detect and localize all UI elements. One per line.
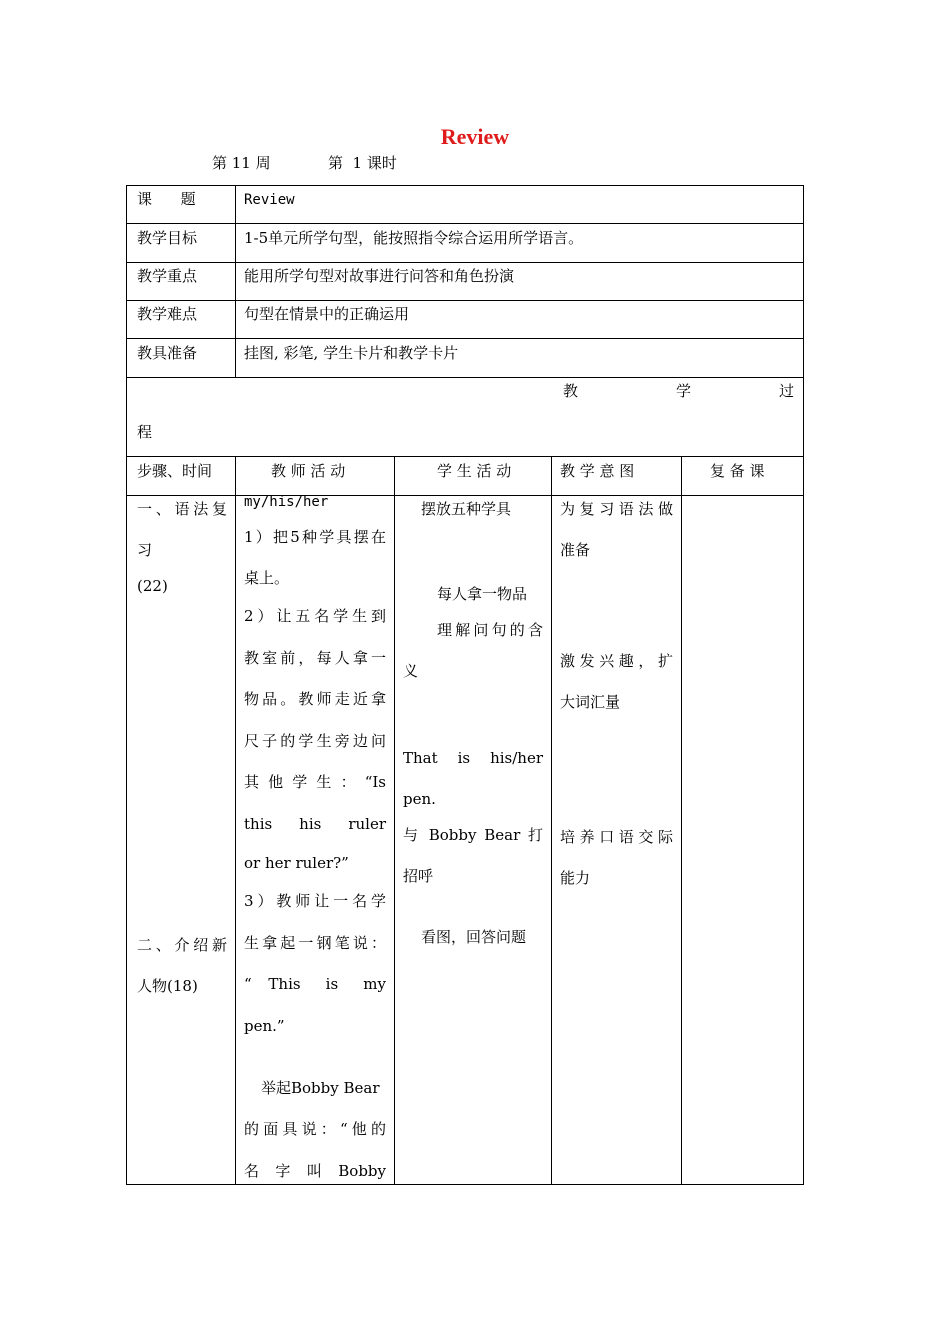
student-line: That is his/her <box>403 749 543 767</box>
teacher-line: 桌上。 <box>244 569 290 587</box>
teacher-line: or her ruler?” <box>244 854 349 872</box>
goal-value: 1-5单元所学句型，能按照指令综合运用所学语言。 <box>244 229 584 247</box>
page-title: Review <box>440 124 510 149</box>
teacher-line: pen.” <box>244 1016 285 1035</box>
teacher-line: 的面具说：“他的 <box>244 1120 386 1138</box>
student-line: 与 Bobby Bear 打 <box>403 826 543 844</box>
step-time: (22) <box>137 577 168 595</box>
student-line: 看图，回答问题 <box>421 928 527 946</box>
process-char: 过 <box>779 382 795 400</box>
teacher-line: 1）把5种学具摆在 <box>244 528 386 546</box>
row-divider <box>127 300 803 301</box>
teacher-activity <box>244 489 386 1192</box>
teacher-line: 举起Bobby Bear <box>261 1078 380 1097</box>
process-char: 教 <box>563 382 579 400</box>
intent-line: 为复习语法做 <box>560 500 673 518</box>
col-divider <box>394 456 395 1185</box>
materials-value: 挂图, 彩笔, 学生卡片和教学卡片 <box>244 344 459 362</box>
goal-label: 教学目标 <box>137 229 198 247</box>
student-line: 每人拿一物品 <box>437 585 528 603</box>
process-char: 学 <box>676 382 692 400</box>
col-divider <box>235 456 236 1185</box>
teacher-line: 尺子的学生旁边问 <box>244 731 386 750</box>
student-line: 摆放五种学具 <box>421 500 512 518</box>
row-divider <box>127 495 803 496</box>
process-char: 程 <box>137 423 153 441</box>
topic-value: Review <box>244 192 295 208</box>
student-line: pen. <box>403 790 436 808</box>
teacher-line: 物品。教师走近拿 <box>244 690 386 708</box>
week-label: 第 11 周 <box>212 154 271 172</box>
teacher-line: 3）教师让一名学 <box>244 892 386 910</box>
lesson-plan-table <box>126 185 804 1185</box>
teacher-line: “ This is my <box>244 975 386 993</box>
teacher-line: 生拿起一钢笔说： <box>244 933 386 952</box>
step-text: 二、介绍新 <box>137 936 227 954</box>
intent-line: 培养口语交际 <box>560 828 673 846</box>
teacher-line: this his ruler <box>244 814 386 833</box>
column-header-intent: 教 学 意 图 <box>560 462 635 480</box>
col-divider <box>235 186 236 377</box>
difficulty-label: 教学难点 <box>137 305 198 323</box>
teacher-line: 名 字 叫 Bobby <box>244 1161 386 1180</box>
student-line: 义 <box>403 662 419 680</box>
row-divider <box>127 223 803 224</box>
column-header-steps: 步骤、时间 <box>137 462 213 480</box>
student-line: 理解问句的含 <box>437 621 543 639</box>
column-header-backup: 复 备 课 <box>710 462 765 480</box>
step-text: 人物(18) <box>137 977 198 995</box>
row-divider <box>127 377 803 378</box>
focus-value: 能用所学句型对故事进行问答和角色扮演 <box>244 267 515 285</box>
intent-line: 能力 <box>560 869 591 887</box>
column-header-teacher: 教 师 活 动 <box>271 462 346 480</box>
column-header-student: 学 生 活 动 <box>437 462 512 480</box>
step-text: 习 <box>137 541 153 559</box>
difficulty-value: 句型在情景中的正确运用 <box>244 305 410 323</box>
row-divider <box>127 262 803 263</box>
intent-line: 准备 <box>560 541 591 559</box>
lesson-label: 第 1 课时 <box>328 154 397 172</box>
intent-line: 大词汇量 <box>560 693 621 711</box>
intent-line: 激发兴趣，扩 <box>560 652 673 670</box>
materials-label: 教具准备 <box>137 344 198 362</box>
step-text: 一、语法复 <box>137 500 227 518</box>
row-divider <box>127 338 803 339</box>
row-divider <box>127 456 803 457</box>
teacher-line: 教室前，每人拿一 <box>244 648 386 667</box>
teacher-line: my/his/her <box>244 494 329 510</box>
focus-label: 教学重点 <box>137 267 198 285</box>
topic-label: 课 题 <box>137 190 196 208</box>
col-divider <box>681 456 682 1185</box>
col-divider <box>551 456 552 1185</box>
student-line: 招呼 <box>403 867 434 885</box>
teacher-line: 其他学生：“Is <box>244 773 386 791</box>
teacher-line: 2）让五名学生到 <box>244 607 386 625</box>
